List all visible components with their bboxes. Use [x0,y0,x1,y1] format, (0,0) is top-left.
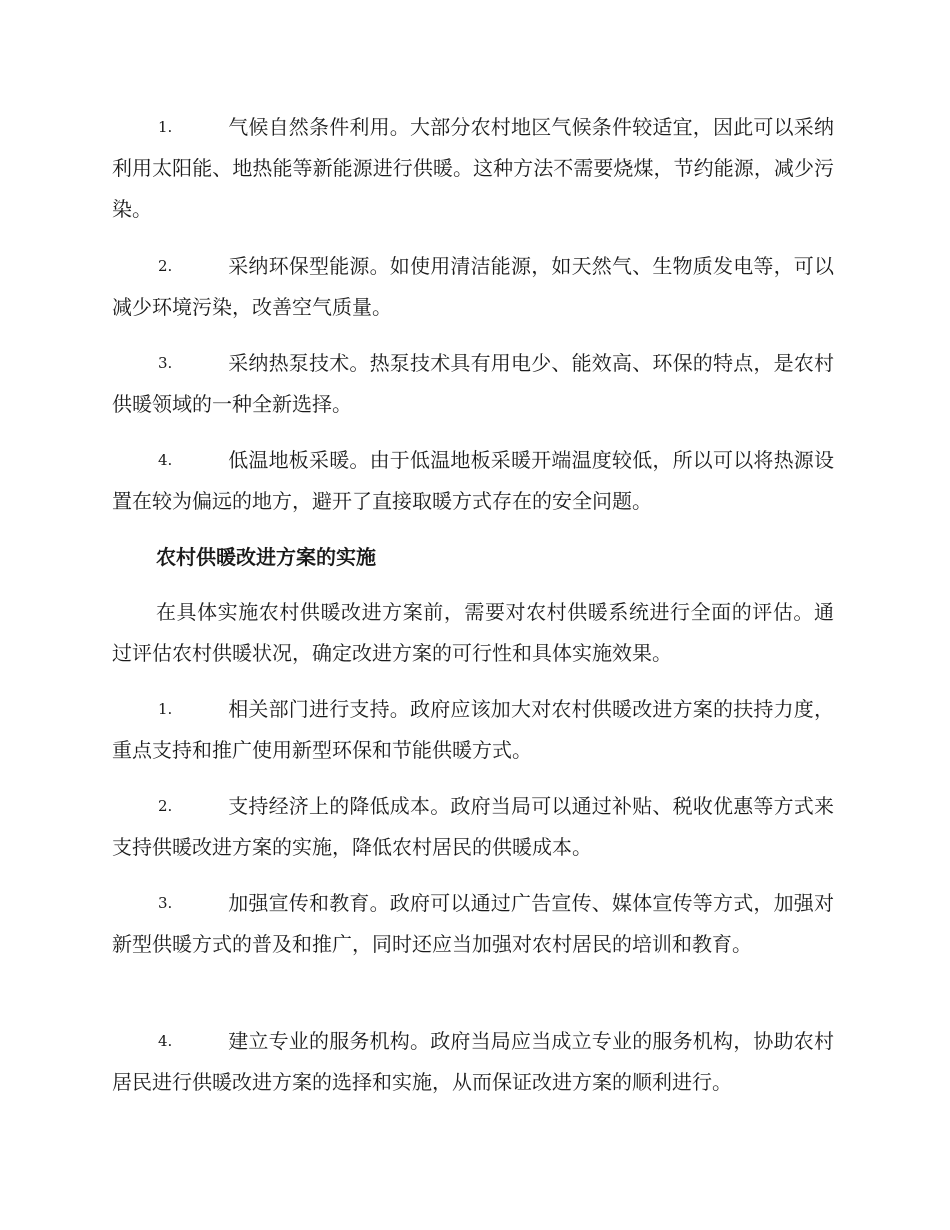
intro-paragraph: 在具体实施农村供暖改进方案前，需要对农村供暖系统进行全面的评估。通过评估农村供暖状况，确定改进方案的可行性和具体实施效果。 [112,600,834,665]
list-item [112,246,834,328]
list-item-text: 加强宣传和教育。政府可以通过广告宣传、媒体宣传等方式，加强对新型供暖方式的普及和推广，同时还应当加强对农村居民的培训和教育。 [112,891,834,956]
list-item-text: 相关部门进行支持。政府应该加大对农村供暖改进方案的扶持力度，重点支持和推广使用新型环保和节能供暖方式。 [112,697,834,762]
list-item [112,786,834,868]
list-number: 4. [158,1032,173,1050]
list-item [112,1021,834,1103]
section-heading: 农村供暖改进方案的实施 [156,545,376,569]
list-item [112,883,834,965]
list-number: 1. [158,118,173,136]
list-item [112,440,834,522]
list-item-text: 采纳热泵技术。热泵技术具有用电少、能效高、环保的特点，是农村供暖领域的一种全新选择。 [112,351,834,416]
list-number: 3. [158,894,173,912]
list-item-text: 支持经济上的降低成本。政府当局可以通过补贴、税收优惠等方式来支持供暖改进方案的实施，降低农村居民的供暖成本。 [112,794,834,859]
list-number: 4. [158,451,173,469]
list-item-text: 气候自然条件利用。大部分农村地区气候条件较适宜，因此可以采纳利用太阳能、地热能等新能源进行供暖。这种方法不需要烧煤，节约能源，减少污染。 [112,115,834,221]
list-item [112,343,834,425]
list-item-text: 低温地板采暖。由于低温地板采暖开端温度较低，所以可以将热源设置在较为偏远的地方，避开了直接取暖方式存在的安全问题。 [112,448,834,513]
list-item-text: 采纳环保型能源。如使用清洁能源，如天然气、生物质发电等，可以减少环境污染，改善空气质量。 [112,254,834,319]
list-number: 3. [158,354,173,372]
list-item [112,689,834,771]
list-item-text: 建立专业的服务机构。政府当局应当成立专业的服务机构，协助农村居民进行供暖改进方案的选择和实施，从而保证改进方案的顺利进行。 [112,1029,834,1094]
list-item [112,107,834,230]
list-number: 2. [158,797,173,815]
list-number: 1. [158,700,173,718]
list-number: 2. [158,257,173,275]
